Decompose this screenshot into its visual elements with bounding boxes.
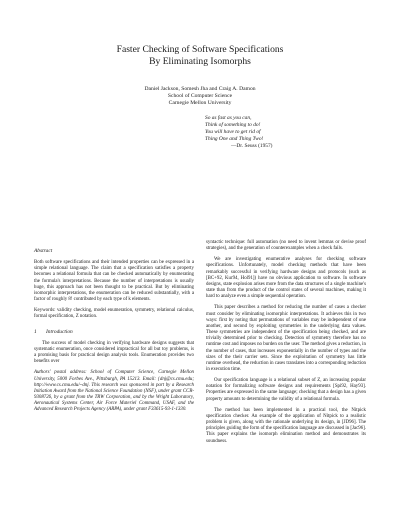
author-footnote: Authors' postal address: School of Computer Science, Carnegie Mellon University, 5000 Forbes Ave., Pittsburgh, PA 15213. Email: {dnj@cs.cmu.edu; http://www.cs.cmu.edu/~dnj. This research was sponsored in part by a Research Initiation Award from the National Science Foundation (NSF), under grant CCR-9308726, by a grant from the TRW Corporation, and by the Wright Laboratory, Aeronautical Systems Center, Air Force Materiel Command, USAF, and the Advanced Research Projects Agency (ARPA), under grant F33615-93-1-1330. xyxy=(34,370,194,413)
right-paragraph-1: syntactic technique: full automation (no need to invent lemmas or devise proof strategies), and the generation of counterexamples when a check fails. xyxy=(206,240,366,252)
epigraph-attribution: —Dr. Seuss (1957) xyxy=(231,143,273,149)
affiliation-university: Carnegie Mellon University xyxy=(168,100,232,107)
epigraph-line-3: You will have to get rid of xyxy=(205,129,261,135)
introduction-heading xyxy=(34,329,194,335)
epigraph-line-2: Think of something to do! xyxy=(205,122,261,128)
abstract-heading: Abstract xyxy=(34,248,53,254)
section-number: 1 xyxy=(34,328,37,335)
right-column xyxy=(206,240,366,450)
epigraph xyxy=(205,115,365,150)
author-names: Daniel Jackson, Somesh Jha and Craig A. Damon xyxy=(144,86,256,92)
section-title: Introduction xyxy=(46,328,73,335)
epigraph-line-1: So as fast as you can, xyxy=(205,115,252,121)
affiliation-school: School of Computer Science xyxy=(167,93,233,100)
right-paragraph-3: This paper describes a method for reducing the number of cases a checker must consider by eliminating isomorphic interpretations. It achieves this in two ways: first by noting that permutations of variables may be independent of one another, and second by exploiting symmetries in the underlying data values. These symmetries are independent of the specification being checked, and are trivially determined prior to checking. Detection of symmetry therefore has no runtime cost and imposes no burden on the user. The method gives a reduction, in the number of cases, that increases exponentially in the number of types and the sizes of the their carrier sets. Since the exploitation of symmetry has little runtime overhead, the reduction in cases translates into a corresponding reduction in execution time. xyxy=(206,305,366,372)
author-block xyxy=(0,86,400,108)
keywords-paragraph: Keywords: validity checking, model enumeration, symmetry, relational calculus, formal specification, Z notation. xyxy=(34,308,194,320)
right-paragraph-4: Our specification language is a relational subset of Z, an increasing popular notation for formalizing software designs and requirements [Spi92, Hay93]. Properties are expressed in the same language; checking that a design has a given property amounts to determining the validity of a relational formula. xyxy=(206,378,366,402)
title-line-2: By Eliminating Isomorphs xyxy=(149,56,251,67)
right-paragraph-5: The method has been implemented in a practical tool, the Nitpick specification checker. An example of the application of Nitpick to a realistic problem is given, along with the rationale underlying its design, in [JD96]. The principles guiding the form of the specification language are discussed in [Jac96]. This paper explains the isomorph elimination method and demonstrates its soundness. xyxy=(206,407,366,444)
abstract-paragraph: Both software specifications and their intended properties can be expressed in a simple relational language. The claim that a specification satisfies a property becomes a relational formula that can be checked automatically by enumerating the formula's interpretations. Because the number of interpretations is usually huge, this approach has not been thought to be practical. But by eliminating isomorphic interpretations, the enumeration can be reduced substantially, with a factor of roughly 8! contributed by each type of k elements. xyxy=(34,260,194,303)
title-line-1: Faster Checking of Software Specifications xyxy=(116,44,284,55)
left-column xyxy=(34,248,194,418)
epigraph-line-4: Thing One and Thing Two! xyxy=(205,136,264,142)
right-paragraph-2: We are investigating enumerative analyses for checking software specifications. Unfortunately, model checking methods that have been remarkably successful in verifying hardware designs and protocols (such as [BC+92, Kur94, Hol91]) have no obvious application to software. In software designs, state explosion arises more from the data structures of a single machine's state than from the product of the control states of several machines, making it hard to analyze even a simple sequential operation. xyxy=(206,257,366,300)
intro-paragraph: The success of model checking in verifying hardware designs suggests that systematic enumeration, once considered impractical for all but toy problems, is a promising basis for practical design analysis tools. Enumeration provides two benefits over xyxy=(34,340,194,365)
paper-title xyxy=(0,44,400,68)
